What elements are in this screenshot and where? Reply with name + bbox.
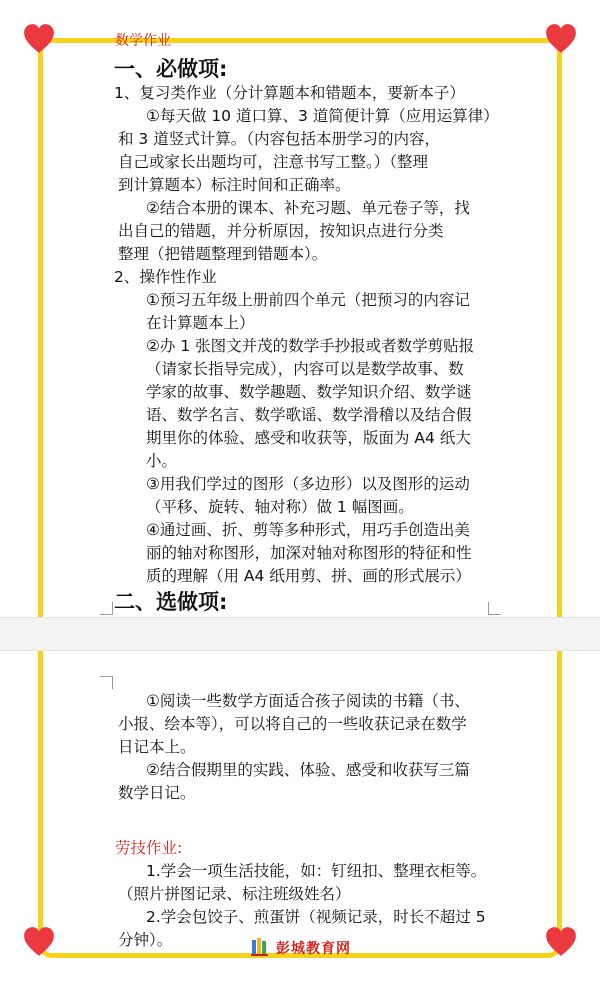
books-logo-icon — [250, 936, 270, 960]
optional-item1-line: 小报、绘本等），可以将自己的一些收获记录在数学 — [118, 715, 467, 733]
review-item2-line: 出自己的错题，并分析原因，按知识点进行分类 — [118, 222, 444, 240]
labor-title: 劳技作业: — [115, 839, 183, 857]
labor-item2-line: 2.学会包饺子、煎蛋饼（视频记录，时长不超过 5 — [146, 908, 486, 926]
practice-item2-line: 期里你的体验、感受和收获等，版面为 A4 纸大 — [146, 429, 471, 447]
practice-item3-line: ③用我们学过的图形（多边形）以及图形的运动 — [146, 475, 470, 493]
practice-item2-line: ②办 1 张图文并茂的数学手抄报或者数学剪贴报 — [146, 337, 475, 355]
optional-heading: 二、选做项: — [114, 590, 228, 614]
practice-item4-line: 质的理解（用 A4 纸用剪、拼、画的形式展示） — [146, 567, 471, 585]
heart-icon — [544, 22, 578, 56]
section-title: 数学作业 — [115, 33, 171, 49]
practice-title: 2、操作性作业 — [114, 268, 217, 286]
labor-item2-line: 分钟）。 — [118, 931, 173, 949]
practice-item2-line: 小。 — [146, 452, 178, 470]
heart-icon — [22, 22, 56, 56]
required-heading: 一、必做项: — [114, 57, 228, 81]
page-break — [0, 617, 600, 651]
page-corner-mark — [100, 602, 113, 615]
review-item1-line: ①每天做 10 道口算、3 道简便计算（应用运算律） — [146, 107, 499, 125]
heart-icon — [544, 925, 578, 959]
labor-item1-line: （照片拼图记录、标注班级姓名） — [118, 885, 351, 903]
optional-item2-line: ②结合假期里的实践、体验、感受和收获写三篇 — [146, 761, 470, 779]
review-item2-line: 整理（把错题整理到错题本）。 — [118, 245, 328, 263]
page-corner-mark — [100, 676, 113, 689]
site-logo — [250, 937, 351, 959]
practice-item4-line: ④通过画、折、剪等多种形式，用巧手创造出美 — [146, 521, 470, 539]
optional-item1-line: 日记本上。 — [118, 738, 196, 756]
logo-text: 彭城教育网 — [276, 941, 351, 957]
labor-item1-line: 1.学会一项生活技能，如：钉纽扣、整理衣柜等。 — [146, 862, 487, 880]
optional-item2-line: 数学日记。 — [118, 784, 196, 802]
practice-item1-line: 在计算题本上） — [146, 314, 255, 332]
review-item2-line: ②结合本册的课本、补充习题、单元卷子等，找 — [146, 199, 470, 217]
practice-item2-line: 语、数学名言、数学歌谣、数学滑稽以及结合假 — [146, 406, 472, 424]
practice-item2-line: （请家长指导完成），内容可以是数学故事、数 — [146, 360, 464, 378]
practice-item4-line: 丽的轴对称图形，加深对轴对称图形的特征和性 — [146, 544, 472, 562]
optional-item1-line: ①阅读一些数学方面适合孩子阅读的书籍（书、 — [146, 692, 470, 710]
review-item1-line: 到计算题本）标注时间和正确率。 — [118, 176, 351, 194]
practice-item2-line: 学家的故事、数学趣题、数学知识介绍、数学谜 — [146, 383, 472, 401]
review-item1-line: 自己或家长出题均可，注意书写工整。）（整理 — [118, 153, 429, 171]
practice-item1-line: ①预习五年级上册前四个单元（把预习的内容记 — [146, 291, 470, 309]
page-corner-mark — [488, 602, 501, 615]
heart-icon — [22, 925, 56, 959]
practice-item3-line: （平移、旋转、轴对称）做 1 幅图画。 — [146, 498, 414, 516]
review-title: 1、复习类作业（分计算题本和错题本，要新本子） — [114, 84, 465, 102]
review-item1-line: 和 3 道竖式计算。（内容包括本册学习的内容， — [118, 130, 440, 148]
